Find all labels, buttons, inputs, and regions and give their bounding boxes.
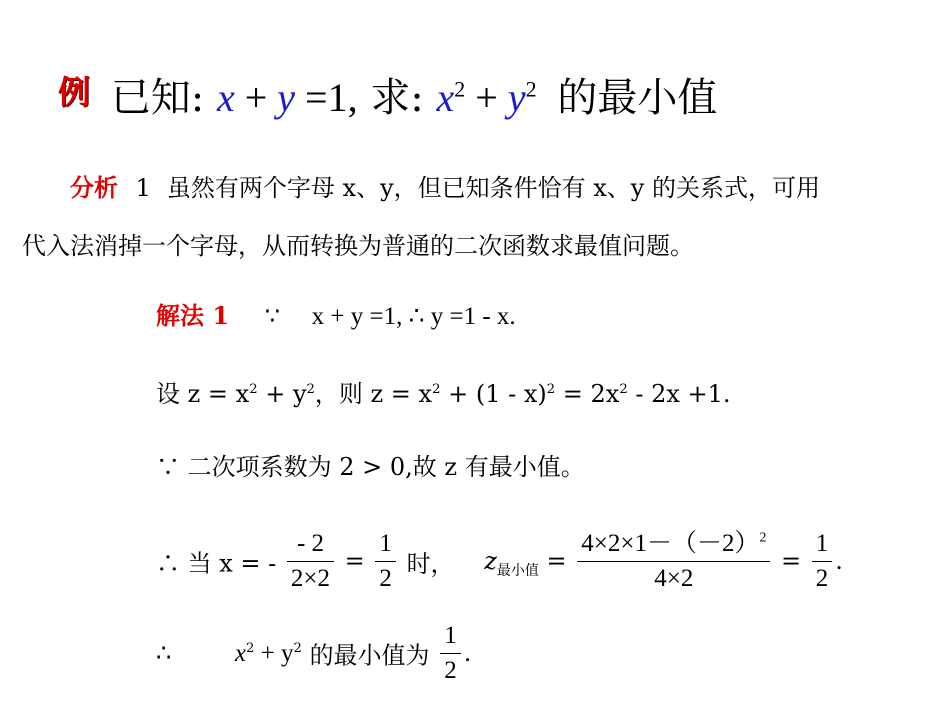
plus-y: + y bbox=[257, 380, 307, 408]
frac3-num: 4×2×1－（－2） bbox=[581, 530, 760, 557]
frac3-num-wrap bbox=[577, 530, 770, 562]
therefore-symbol: ∴ bbox=[156, 639, 172, 667]
fraction-min-value bbox=[577, 530, 770, 592]
exp-2: 2 bbox=[249, 382, 258, 397]
frac4-den: 2 bbox=[815, 564, 829, 592]
solution-line4 bbox=[156, 530, 843, 592]
goal-x: x bbox=[436, 75, 455, 120]
equals-2: = bbox=[546, 547, 567, 575]
set-z-text: 设 z = x bbox=[156, 380, 250, 408]
exp-2: 2 bbox=[546, 382, 556, 397]
fraction-one-half-b bbox=[812, 530, 833, 592]
solution-eq-1: x + y =1, ∴ y =1 - x. bbox=[311, 303, 516, 330]
analysis-text-1: 虽然有两个字母 x、y，但已知条件恰有 x、y 的关系式，可用 bbox=[166, 174, 820, 202]
analysis-line2 bbox=[22, 226, 694, 261]
goal-exp1: 2 bbox=[454, 76, 466, 102]
frac1-den: 2×2 bbox=[290, 564, 331, 592]
solution-label: 解法 1 bbox=[156, 301, 230, 330]
because-symbol: ∵ bbox=[264, 302, 280, 330]
cond-plus: + bbox=[234, 75, 278, 120]
solution-line2 bbox=[156, 374, 731, 409]
goal-y: y bbox=[507, 75, 526, 120]
analysis-label: 分析 bbox=[70, 173, 118, 202]
cond-x: x bbox=[216, 75, 235, 120]
frac3-exp: 2 bbox=[759, 529, 767, 545]
frac1-num: - 2 bbox=[287, 530, 334, 562]
title-suffix: 的最小值 bbox=[557, 75, 718, 121]
example-label: 例 bbox=[58, 73, 91, 111]
x-var: x bbox=[234, 639, 247, 667]
solution-line5 bbox=[156, 622, 471, 684]
solution-line1 bbox=[156, 296, 516, 331]
then-z: ，则 z = x bbox=[314, 380, 433, 408]
analysis-line1 bbox=[70, 168, 820, 203]
cond-eq: =1, bbox=[295, 75, 358, 120]
problem-title bbox=[58, 66, 717, 123]
frac3-den: 4×2 bbox=[654, 564, 694, 592]
z-subscript: 最小值 bbox=[496, 562, 539, 579]
min-value-text: 的最小值为 bbox=[309, 641, 430, 670]
solution-line3 bbox=[156, 447, 585, 482]
when-suffix: 时， bbox=[406, 549, 455, 578]
plus-y-var: + y bbox=[254, 639, 294, 667]
when-x: ∴ 当 x = - bbox=[156, 549, 277, 578]
exp-2: 2 bbox=[246, 640, 255, 656]
fraction-one-half-a bbox=[375, 530, 396, 592]
goal-plus: + bbox=[465, 75, 508, 120]
coefficient-text: ∵ 二次项系数为 2 > 0,故 z 有最小值。 bbox=[156, 453, 585, 481]
z-symbol: z bbox=[484, 547, 497, 575]
equals-2x: = 2x bbox=[555, 380, 620, 408]
goal-exp2: 2 bbox=[525, 76, 537, 102]
exp-2: 2 bbox=[619, 382, 628, 397]
exp-2: 2 bbox=[293, 640, 302, 656]
analysis-number: 1 bbox=[135, 174, 151, 202]
frac4-num: 1 bbox=[812, 530, 833, 562]
final-period: . bbox=[463, 639, 472, 667]
plus-paren: + (1 - x) bbox=[440, 380, 547, 408]
frac5-num: 1 bbox=[440, 622, 461, 654]
z-min bbox=[484, 547, 539, 579]
exp-2: 2 bbox=[306, 382, 315, 397]
frac2-den: 2 bbox=[379, 564, 392, 592]
fraction-one-half-c bbox=[440, 622, 461, 684]
frac2-num: 1 bbox=[375, 530, 396, 562]
equals: = bbox=[344, 547, 365, 575]
period: . bbox=[835, 547, 843, 575]
title-prefix: 已知: bbox=[110, 75, 205, 121]
equals-3: = bbox=[780, 547, 802, 575]
analysis-text-2: 代入法消掉一个字母，从而转换为普通的二次函数求最值问题。 bbox=[22, 232, 694, 260]
sum-of-squares bbox=[235, 639, 302, 667]
exp-2: 2 bbox=[432, 382, 441, 397]
title-ask: 求: bbox=[370, 75, 424, 121]
cond-y: y bbox=[277, 75, 296, 120]
frac5-den: 2 bbox=[444, 656, 457, 684]
minus-2x: - 2x +1. bbox=[627, 380, 731, 408]
fraction-neg2-over-4 bbox=[287, 530, 334, 592]
